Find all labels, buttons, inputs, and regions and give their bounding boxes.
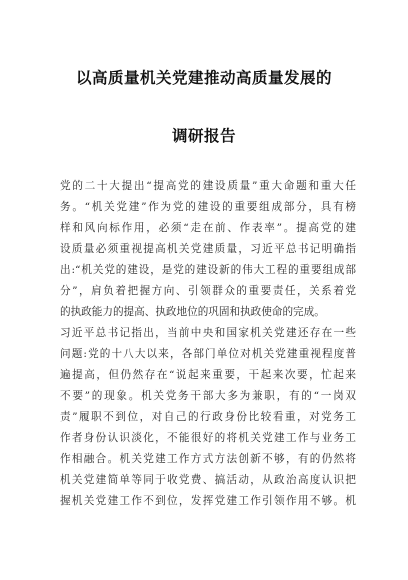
paragraph-line: 分”，肩负着把握方向、引领群众的重要责任，关系着党 [60, 285, 356, 297]
paragraph-2 [60, 323, 356, 512]
document-body [60, 176, 356, 512]
paragraph-line: 务。“机关党建”作为党的建设的重要组成部分，具有榜 [60, 201, 356, 213]
paragraph-line: 问题:党的十八大以来，各部门单位对机关党建重视程度普 [60, 348, 356, 360]
paragraph-line: 责”履职不到位，对自己的行政身份比较看重，对党务工 [60, 411, 356, 423]
paragraph-1 [60, 176, 356, 323]
paragraph-line: 遍提高，但仍然存在“说起来重要，干起来次要，忙起来 [60, 369, 356, 381]
paragraph-line: 的执政能力的提高、执政地位的巩固和执政使命的完成。 [60, 306, 325, 318]
paragraph-line: 握机关党建工作不到位，发挥党建工作引领作用不够。机 [60, 495, 356, 507]
paragraph-line: 党的二十大提出“提高党的建设质量”重大命题和重大任 [60, 180, 356, 192]
document-title-line-1: 以高质量机关党建推动高质量发展的 [75, 69, 332, 87]
paragraph-line: 设质量必须重视提高机关党建质量，习近平总书记明确指 [60, 243, 356, 255]
document-title-line-2: 调研报告 [171, 127, 236, 145]
paragraph-line: 样和风向标作用，必须“走在前、作表率”。提高党的建 [60, 222, 356, 234]
paragraph-line: 作者身份认识淡化，不能很好的将机关党建工作与业务工 [60, 432, 356, 444]
paragraph-line: 作相融合。机关党建工作方式方法创新不够，有的仍然将 [60, 453, 356, 465]
paragraph-line: 机关党建简单等同于收党费、搞活动，从政治高度认识把 [60, 474, 356, 486]
paragraph-line: 不要”的现象。机关党务干部大多为兼职，有的“一岗双 [60, 390, 356, 402]
paragraph-line: 习近平总书记指出，当前中央和国家机关党建还存在一些 [60, 327, 356, 339]
paragraph-line: 出:“机关党的建设，是党的建设新的伟大工程的重要组成部 [60, 264, 356, 276]
